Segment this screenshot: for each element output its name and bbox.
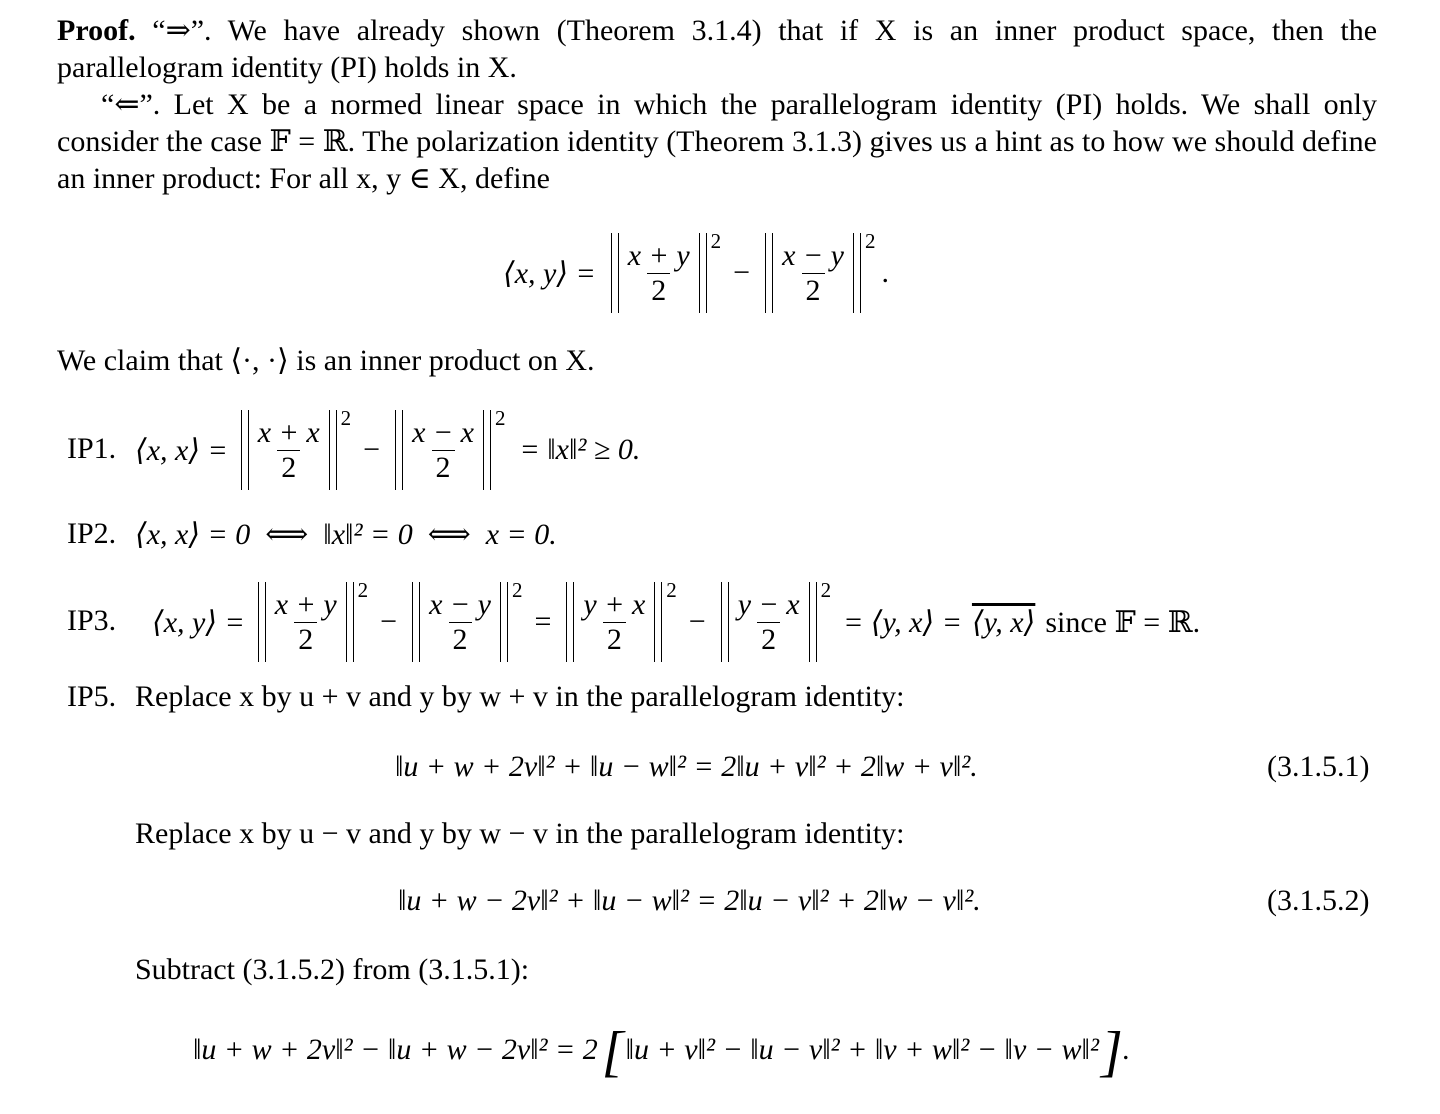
ip3-equals: =	[534, 605, 552, 638]
norm-bar	[721, 582, 729, 662]
norm-bar	[765, 233, 773, 313]
proof-forward-paragraph	[57, 12, 1377, 86]
ip3-frac-2	[425, 588, 495, 657]
def-lhs: ⟨x, y⟩ =	[503, 256, 596, 290]
ip1-lhs: ⟨x, x⟩ =	[135, 433, 228, 467]
def-frac-1	[624, 239, 694, 308]
norm-bar	[699, 233, 707, 313]
ip1-frac-1	[254, 416, 324, 485]
ip5-eq3-inner: ‖u + v‖² − ‖u − v‖² + ‖v + w‖² − ‖v − w‖²	[625, 1033, 1099, 1066]
norm-bar	[346, 582, 354, 662]
ip5-eq3-lhs: ‖u + w + 2v‖² − ‖u + w − 2v‖² = 2	[193, 1033, 598, 1066]
ip3-rhs-since: since 𝔽 = ℝ.	[1045, 605, 1201, 639]
norm-bar	[395, 410, 403, 490]
ip5-eq3-tail: .	[1122, 1033, 1131, 1066]
eq-number-3-1-5-2: (3.1.5.2)	[1267, 884, 1370, 917]
def-frac2-den: 2	[802, 273, 825, 308]
ip5-intro-1: Replace x by u + v and y by w + v in the parallelogram identity:	[135, 680, 905, 713]
norm-bar	[566, 582, 574, 662]
def-exp-2: 2	[864, 228, 876, 253]
ip3-frac1-num: x + y	[274, 587, 337, 621]
ip3-exp-2: 2	[511, 577, 523, 602]
ip1-exp-1: 2	[340, 405, 352, 430]
ip1-frac1-num: x + x	[257, 415, 320, 449]
norm-bar	[483, 410, 491, 490]
ip5-eq3-close-bracket: ]	[1100, 1021, 1123, 1083]
ip5-intro-3: Subtract (3.1.5.2) from (3.1.5.1):	[135, 953, 530, 986]
ip2-label: IP2.	[67, 517, 117, 550]
claim-text: We claim that ⟨·, ·⟩ is an inner product on X.	[57, 344, 595, 377]
norm-bar	[853, 233, 861, 313]
ip3-exp-1: 2	[357, 577, 369, 602]
ip1-frac2-den: 2	[432, 450, 455, 485]
definition-equation	[503, 228, 889, 318]
def-minus: −	[733, 256, 751, 289]
ip5-equation-2: ‖u + w − 2v‖² + ‖u − w‖² = 2‖u − v‖² + 2‖w − v‖².	[398, 884, 981, 917]
ip3-frac-1	[271, 588, 341, 657]
ip3-frac4-den: 2	[757, 622, 780, 657]
ip3-rhs-a: = ⟨y, x⟩ =	[843, 605, 962, 639]
def-frac1-num: x + y	[627, 238, 690, 272]
ip1-frac2-num: x − x	[412, 415, 474, 449]
def-frac2-num: x − y	[782, 238, 844, 272]
ip1-label: IP1.	[67, 432, 117, 465]
ip3-rhs-conjugate: ⟨y, x⟩	[971, 605, 1036, 639]
ip3-frac1-den: 2	[294, 622, 317, 657]
def-exp-1: 2	[710, 228, 722, 253]
norm-bar	[241, 410, 249, 490]
ip3-frac-3	[579, 588, 649, 657]
norm-bar	[329, 410, 337, 490]
ip5-equation-3	[193, 1021, 1131, 1083]
ip3-frac2-den: 2	[449, 622, 472, 657]
norm-bar	[500, 582, 508, 662]
ip2-equation: ⟨x, x⟩ = 0 ⟺ ‖x‖² = 0 ⟺ x = 0.	[135, 518, 557, 551]
norm-bar	[258, 582, 266, 662]
eq-number-3-1-5-1: (3.1.5.1)	[1267, 750, 1370, 783]
ip3-minus-2: −	[688, 605, 706, 638]
claim-line	[57, 343, 595, 378]
ip1-frac1-den: 2	[277, 450, 300, 485]
ip3-frac-4	[734, 588, 804, 657]
norm-bar	[611, 233, 619, 313]
proof-page	[57, 12, 1377, 197]
ip1-minus: −	[363, 433, 381, 466]
norm-bar	[412, 582, 420, 662]
proof-backward-text: “⇐”. Let X be a normed linear space in which the parallelogram identity (PI) holds. We shall only consider the case 𝔽 = ℝ. The polarization identity (Theorem 3.1.3) gives us a hint as to how we should define an inner product: For all x, y ∈ X, define	[57, 88, 1377, 195]
ip3-minus-1: −	[380, 605, 398, 638]
def-frac1-den: 2	[647, 273, 670, 308]
ip3-frac3-den: 2	[603, 622, 626, 657]
ip1-rhs: = ‖x‖² ≥ 0.	[519, 433, 641, 466]
def-tail: .	[881, 256, 889, 289]
proof-backward-paragraph	[57, 86, 1377, 197]
ip1-frac-2	[408, 416, 478, 485]
ip3-equation	[152, 577, 1200, 667]
ip3-lhs: ⟨x, y⟩ =	[152, 605, 245, 639]
norm-bar	[654, 582, 662, 662]
proof-label: Proof.	[57, 14, 136, 47]
ip3-frac3-num: y + x	[583, 587, 646, 621]
ip3-label: IP3.	[67, 604, 117, 637]
ip3-exp-4: 2	[820, 577, 832, 602]
ip3-frac4-num: y − x	[737, 587, 800, 621]
ip5-intro-2: Replace x by u − v and y by w − v in the parallelogram identity:	[135, 817, 905, 850]
proof-forward-text: “⇒”. We have already shown (Theorem 3.1.4) that if X is an inner product space, then the parallelogram identity (PI) holds in X.	[57, 14, 1378, 84]
ip5-label: IP5.	[67, 680, 117, 713]
ip1-exp-2: 2	[494, 405, 506, 430]
ip5-equation-1: ‖u + w + 2v‖² + ‖u − w‖² = 2‖u + v‖² + 2‖w + v‖².	[395, 750, 978, 783]
ip3-frac2-num: x − y	[429, 587, 491, 621]
norm-bar	[809, 582, 817, 662]
ip3-exp-3: 2	[666, 577, 677, 602]
ip1-equation	[135, 405, 640, 495]
ip5-eq3-open-bracket: [	[601, 1021, 624, 1083]
def-frac-2	[778, 239, 848, 308]
